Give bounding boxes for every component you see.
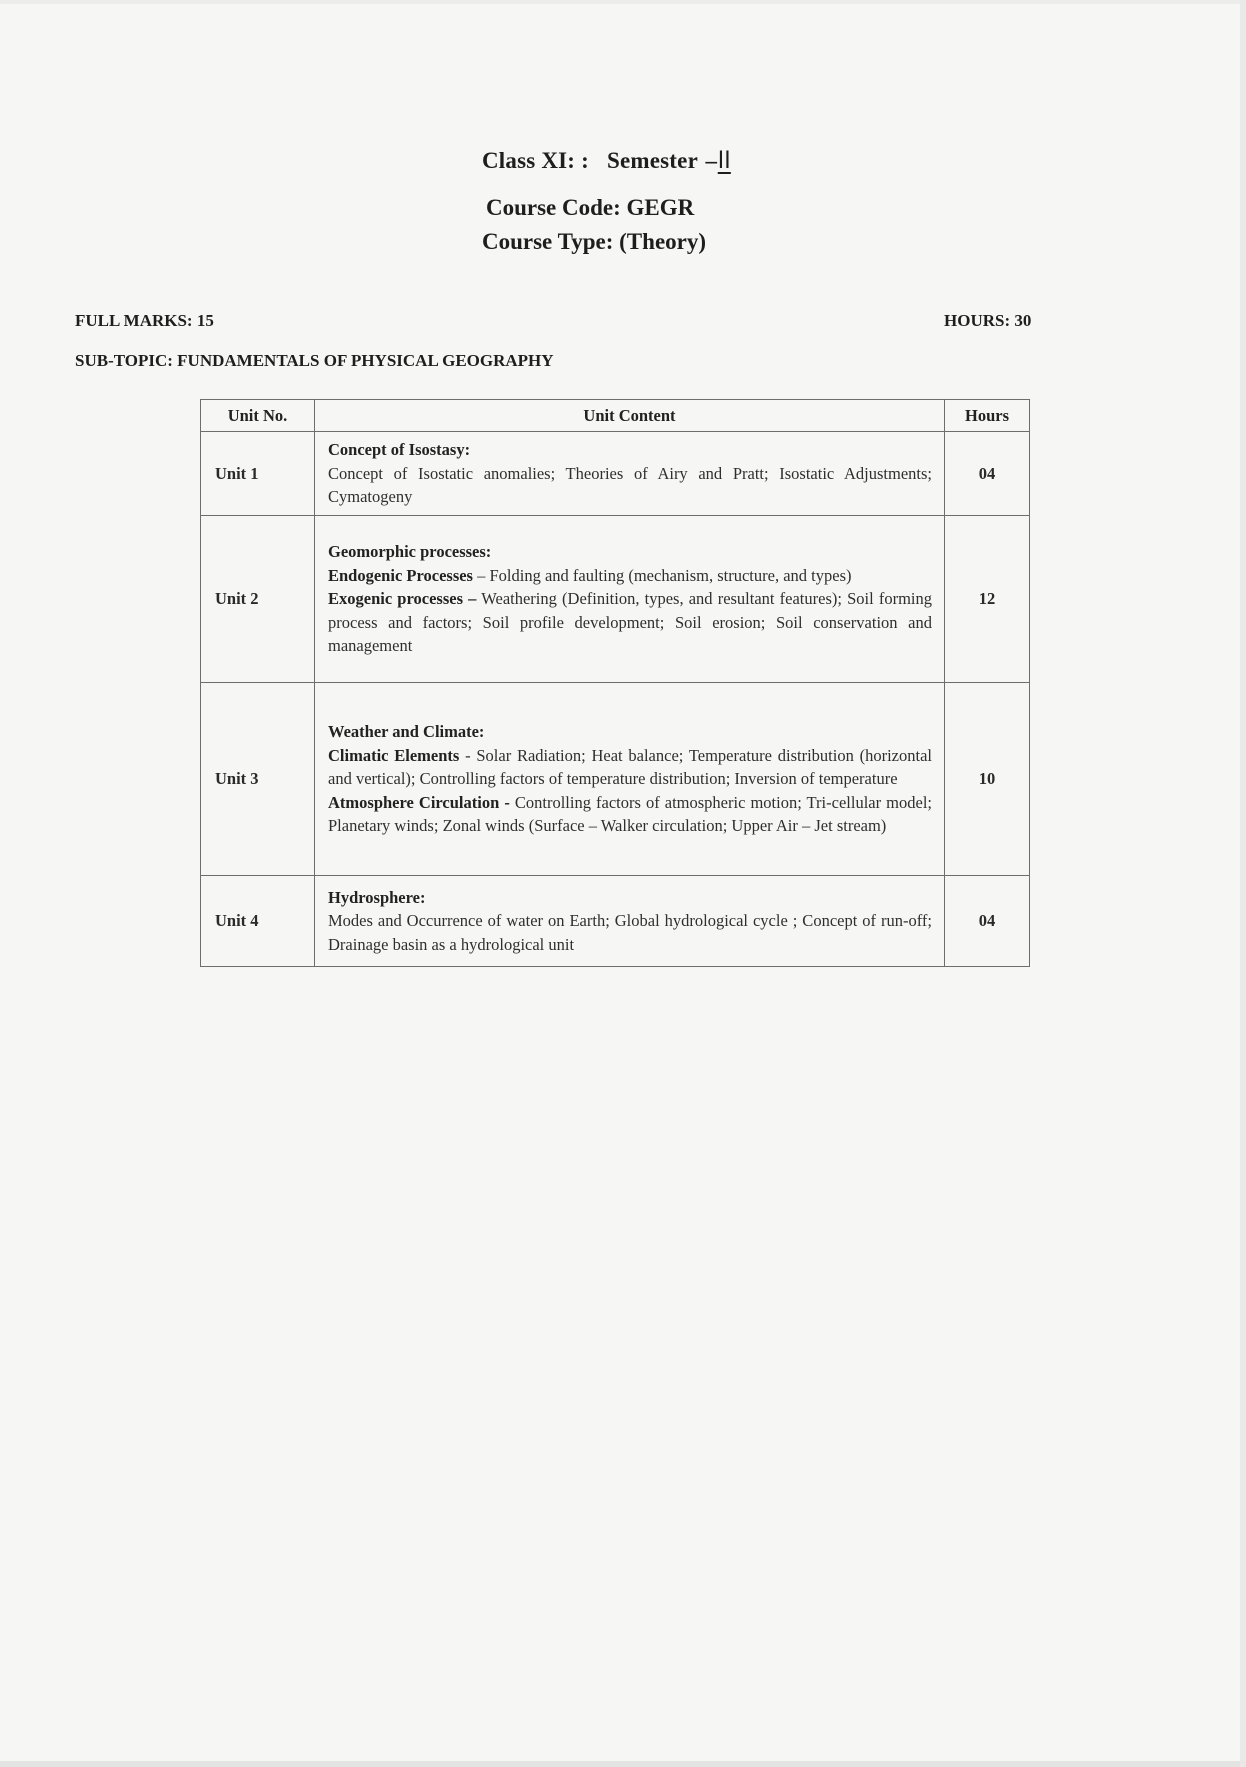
syllabus-table — [200, 399, 1030, 967]
unit-content — [315, 516, 945, 683]
table-header-row — [201, 400, 1030, 432]
unit-number: Unit 4 — [201, 876, 315, 967]
paragraph-lead: Atmosphere Circulation - — [328, 792, 510, 812]
unit-number: Unit 2 — [201, 516, 315, 683]
scan-artifact — [0, 0, 1246, 4]
scan-artifact — [0, 1761, 1246, 1767]
unit-heading: Hydrosphere: — [328, 887, 426, 907]
paragraph-text: - Solar Radiation; Heat balance; Temperature distribution (horizontal and vertical); Controlling factors of temperature distribution; Inversion of temperature — [328, 745, 932, 789]
scan-artifact — [1240, 0, 1246, 1767]
unit-paragraph — [328, 564, 932, 588]
unit-paragraph — [328, 462, 932, 509]
unit-number: Unit 1 — [201, 432, 315, 516]
table-row — [201, 876, 1030, 967]
table-row — [201, 683, 1030, 876]
paragraph-text: Modes and Occurrence of water on Earth; Global hydrological cycle ; Concept of run-off; Drainage basin as a hydrological unit — [328, 911, 932, 954]
paragraph-lead: Exogenic processes – — [328, 589, 477, 609]
paragraph-lead: Endogenic Processes — [328, 565, 473, 585]
course-type: Course Type: (Theory) — [482, 229, 707, 254]
unit-hours: 12 — [945, 516, 1030, 683]
unit-paragraph — [328, 587, 932, 658]
semester-dash: – — [705, 148, 718, 173]
unit-heading: Concept of Isostasy: — [328, 440, 471, 460]
unit-paragraph — [328, 909, 932, 956]
unit-paragraph — [328, 744, 932, 791]
column-header-unit-no: Unit No. — [201, 400, 315, 432]
column-header-hours: Hours — [945, 400, 1030, 432]
paragraph-text: Weathering (Definition, types, and resultant features); Soil forming process and factors; Soil profile development; Soil erosion; Soil conservation and management — [328, 589, 932, 656]
unit-heading: Geomorphic processes: — [328, 542, 492, 562]
semester-value-handwritten: II — [717, 146, 732, 174]
unit-content — [315, 683, 945, 876]
class-label: Class XI: : — [482, 148, 589, 173]
unit-heading: Weather and Climate: — [328, 722, 485, 742]
unit-content — [315, 432, 945, 516]
paragraph-text: – Folding and faulting (mechanism, structure, and types) — [472, 565, 852, 585]
semester-label: Semester — [606, 148, 698, 173]
paragraph-text: Controlling factors of atmospheric motion; Tri-cellular model; Planetary winds; Zonal winds (Surface – Walker circulation; Upper Air – Jet stream) — [328, 792, 932, 836]
total-hours: HOURS: 30 — [944, 311, 1032, 330]
table-row — [201, 432, 1030, 516]
unit-number: Unit 3 — [201, 683, 315, 876]
class-semester-title — [482, 146, 732, 174]
paragraph-text: Concept of Isostatic anomalies; Theories of Airy and Pratt; Isostatic Adjustments; Cymatogeny — [328, 463, 932, 507]
unit-content — [315, 876, 945, 967]
paragraph-lead: Climatic Elements — [328, 745, 460, 765]
full-marks: FULL MARKS: 15 — [75, 311, 214, 330]
column-header-unit-content: Unit Content — [315, 400, 945, 432]
unit-hours: 04 — [945, 432, 1030, 516]
table-row — [201, 516, 1030, 683]
sub-topic: SUB-TOPIC: FUNDAMENTALS OF PHYSICAL GEOGRAPHY — [75, 351, 554, 370]
course-code: Course Code: GEGR — [486, 195, 695, 220]
unit-hours: 04 — [945, 876, 1030, 967]
unit-hours: 10 — [945, 683, 1030, 876]
unit-paragraph — [328, 791, 932, 838]
